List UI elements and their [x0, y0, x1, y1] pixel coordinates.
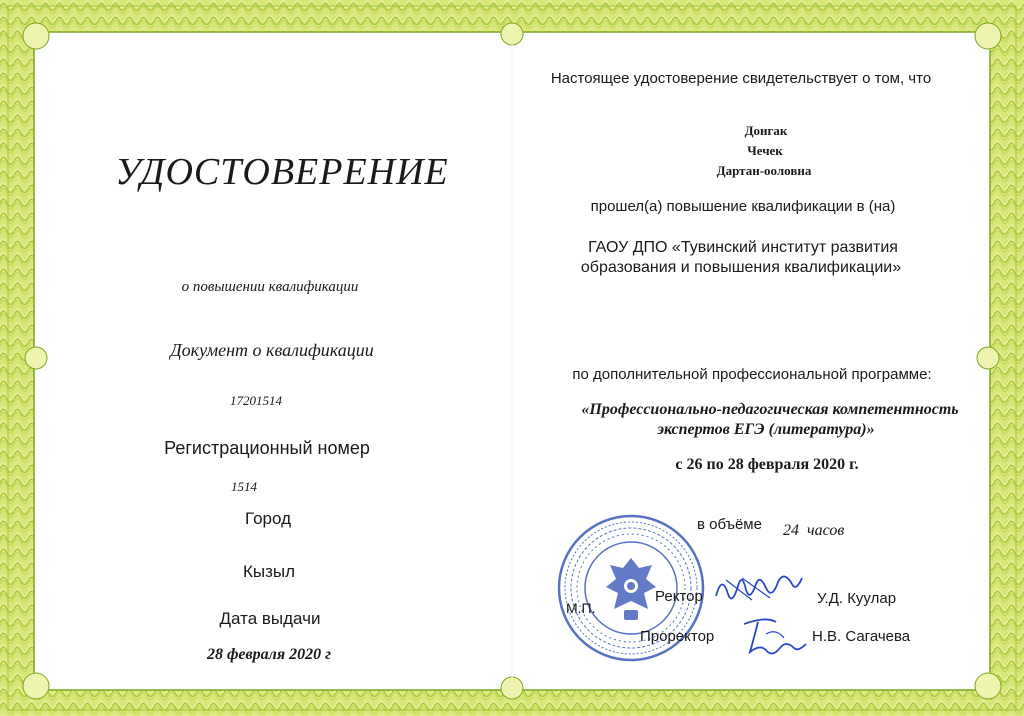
rector-signature — [712, 566, 807, 611]
document-number: 17201514 — [230, 393, 282, 408]
holder-surname: Донгак — [744, 123, 788, 138]
intro-text: Настоящее удостоверение свидетельствует о том, что — [550, 70, 932, 87]
institution-line-1: ГАОУ ДПО «Тувинский институт развития — [588, 239, 898, 256]
registration-number: 1514 — [231, 479, 257, 494]
program-title-line-1: «Профессионально-педагогическая компетентность — [581, 401, 959, 418]
volume-label: в объёме — [697, 516, 762, 533]
city-label: Город — [245, 509, 291, 528]
rector-name: У.Д. Куулар — [817, 590, 897, 607]
holder-patronymic: Дартан-ооловна — [716, 163, 812, 178]
certificate-title: УДОСТОВЕРЕНИЕ — [115, 151, 449, 193]
prorector-signature — [736, 614, 811, 662]
institution-line-2: образования и повышения квалификации» — [580, 259, 902, 276]
issue-date-label: Дата выдачи — [219, 609, 321, 628]
program-title-line-2: экспертов ЕГЭ (литература)» — [657, 421, 875, 438]
rector-label: Ректор — [655, 588, 703, 605]
registration-number-label: Регистрационный номер — [164, 438, 370, 458]
stamp-place-label: М.П. — [566, 600, 596, 616]
volume-unit: часов — [807, 522, 845, 539]
qualification-statement: прошел(а) повышение квалификации в (на) — [590, 198, 896, 215]
holder-name: Чечек — [747, 143, 783, 158]
certificate-subtitle: о повышении квалификации — [181, 279, 359, 295]
program-label: по дополнительной профессиональной программе: — [572, 366, 932, 383]
prorector-label: Проректор — [640, 628, 715, 645]
training-period: с 26 по 28 февраля 2020 г. — [675, 456, 859, 473]
prorector-name: Н.В. Сагачева — [812, 628, 911, 645]
volume-hours: 24 — [783, 522, 799, 539]
document-type: Документ о квалификации — [170, 340, 374, 360]
city-value: Кызыл — [242, 562, 296, 581]
issue-date: 28 февраля 2020 г — [206, 646, 332, 663]
